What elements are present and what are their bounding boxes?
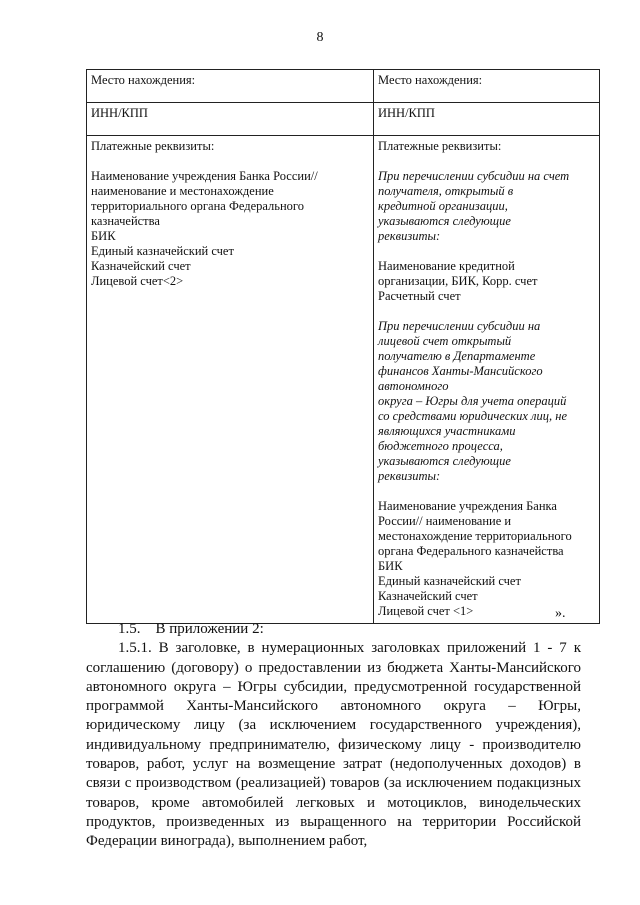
payment-line: Казначейский счет (378, 589, 478, 603)
italic-note-line: указываются следующие (378, 454, 511, 468)
cell-inn-right: ИНН/КПП (374, 103, 600, 136)
italic-note-line: автономного (378, 379, 449, 393)
payment-line: организации, БИК, Корр. счет (378, 274, 538, 288)
payment-line: территориального органа Федерального (91, 199, 304, 213)
italic-note-line: кредитной организации, (378, 199, 508, 213)
italic-note-line: При перечислении субсидии на счет (378, 169, 570, 183)
table-row-location (87, 70, 600, 103)
payment-header-left: Платежные реквизиты: (91, 139, 215, 153)
payment-line: России// наименование и (378, 514, 512, 528)
payment-line: БИК (91, 229, 116, 243)
payment-line: Наименование кредитной (378, 259, 515, 273)
cell-location-right: Место нахождения: (374, 70, 600, 103)
italic-note-line: реквизиты: (378, 469, 441, 483)
payment-line: Казначейский счет (91, 259, 191, 273)
italic-note-line: являющихся участниками (378, 424, 516, 438)
payment-line: Единый казначейский счет (91, 244, 234, 258)
italic-note-line: При перечислении субсидии на (378, 319, 541, 333)
italic-note-line: бюджетного процесса, (378, 439, 503, 453)
table-row-payment (87, 136, 600, 624)
cell-inn-left: ИНН/КПП (87, 103, 374, 136)
italic-note-line: финансов Ханты-Мансийского (378, 364, 543, 378)
italic-note-line: лицевой счет открытый (378, 334, 512, 348)
payment-line: БИК (378, 559, 403, 573)
payment-line: Единый казначейский счет (378, 574, 521, 588)
italic-note-line: получателю в Департаменте (378, 349, 536, 363)
italic-note-line: указываются следующие (378, 214, 511, 228)
payment-line: органа Федерального казначейства (378, 544, 564, 558)
closing-quote: ». (555, 606, 566, 621)
paragraph-1-5: 1.5. В приложении 2: (118, 621, 264, 637)
payment-header-right: Платежные реквизиты: (378, 139, 502, 153)
payment-line: казначейства (91, 214, 160, 228)
payment-line: наименование и местонахождение (91, 184, 274, 198)
cell-payment-right (374, 136, 600, 624)
requisites-table (86, 69, 600, 624)
paragraph-1-5-1: 1.5.1. В заголовке, в нумерационных заголовках приложений 1 - 7 к соглашению (договору) о предоставлении из бюджета Ханты-Мансийского автономного округа – Югры субсидии, предусмотренной государственной программой Ханты-Мансийского автономного округа – Югры, юридическому лицу (за исключением государственного учреждения), индивидуальному предпринимателю, физическому лицу - производителю товаров, работ, услуг на возмещение затрат (недополученных доходов) в связи с производством (реализацией) товаров (за исключением подакцизных товаров, кроме автомобилей легковых и мотоциклов, винодельческих продуктов, произведенных из выращенного на территории Российской Федерации винограда), выполнением работ, (86, 640, 581, 850)
table-row-inn (87, 103, 600, 136)
payment-line: Лицевой счет <1> (378, 604, 474, 618)
italic-note-line: округа – Югры для учета операций (378, 394, 567, 408)
payment-line: Расчетный счет (378, 289, 461, 303)
payment-line: местонахождение территориального (378, 529, 572, 543)
page-number: 8 (316, 30, 324, 45)
payment-line: Наименование учреждения Банка (378, 499, 557, 513)
payment-line: Лицевой счет<2> (91, 274, 184, 288)
cell-payment-left (87, 136, 374, 624)
italic-note-line: со средствами юридических лиц, не (378, 409, 567, 423)
payment-line: Наименование учреждения Банка России// (91, 169, 318, 183)
italic-note-line: получателя, открытый в (378, 184, 514, 198)
cell-location-left: Место нахождения: (87, 70, 374, 103)
italic-note-line: реквизиты: (378, 229, 441, 243)
body-text (86, 620, 581, 852)
